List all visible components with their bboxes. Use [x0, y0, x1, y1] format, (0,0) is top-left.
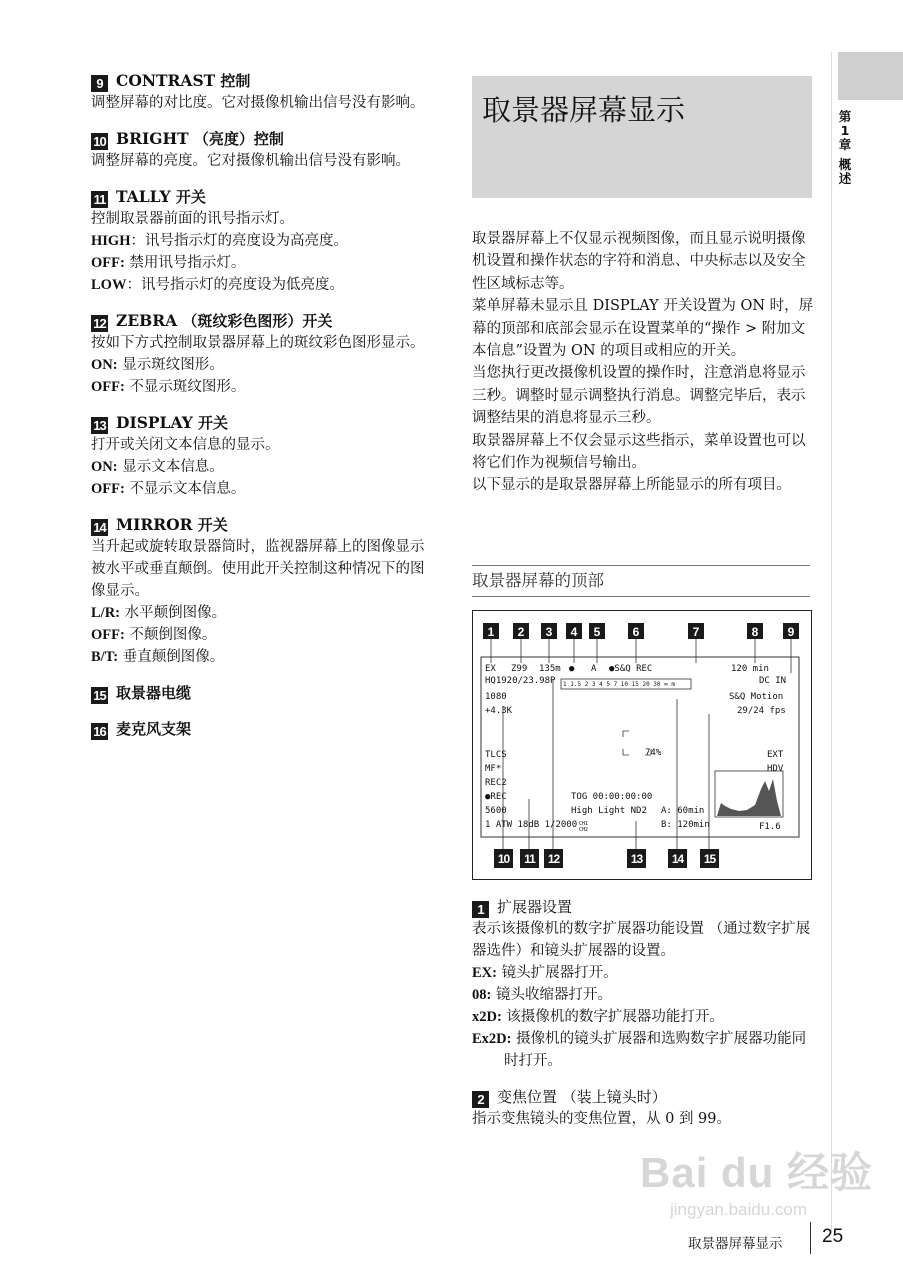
- section-line: [91, 456, 431, 478]
- svg-text:9: 9: [787, 625, 795, 639]
- iris-indicator: F1.6: [759, 822, 781, 832]
- text: 不颠倒图像。: [124, 627, 217, 643]
- intro-paragraph: 取景器屏幕上不仅会显示这些指示，菜单设置也可以将它们作为视频信号输出。: [472, 432, 806, 472]
- heading-cn: （亮度）控制: [188, 130, 284, 148]
- callout-top-1: [483, 623, 499, 639]
- intro-paragraph: 取景器屏幕上不仅显示视频图像，而且显示说明摄像机设置和操作状态的字符和消息、中央标志以及安全性区域标志等。: [472, 231, 806, 292]
- subsection-title: 取景器屏幕的顶部: [472, 571, 604, 590]
- mf-indicator: MF*: [485, 764, 502, 774]
- sq-motion: S&Q Motion: [729, 692, 784, 702]
- section-number: 13: [91, 417, 108, 434]
- watermark: [640, 1140, 880, 1230]
- section-heading: [91, 682, 431, 704]
- item-line: [472, 984, 816, 1006]
- item-line: [472, 918, 816, 962]
- rec-icon: ●: [569, 664, 575, 674]
- term: OFF:: [91, 379, 125, 395]
- timecode: TOG 00:00:00:00: [571, 792, 653, 802]
- section-heading: [91, 514, 431, 536]
- item-number: 1: [472, 901, 489, 918]
- section-15: [91, 682, 431, 704]
- svg-text:15: 15: [703, 852, 716, 866]
- zoom-indicator: Z99: [511, 664, 528, 674]
- tab-char: 章: [838, 137, 852, 152]
- section-line: [91, 434, 431, 456]
- text: 按如下方式控制取景器屏幕上的斑纹彩色图形显示。: [91, 335, 425, 351]
- section-10: [91, 128, 431, 172]
- tlcs-indicator: TLCS: [485, 750, 507, 760]
- section-line: [91, 478, 431, 500]
- section-line: [91, 602, 431, 624]
- text: 调整屏幕的对比度。它对摄像机输出信号没有影响。: [91, 95, 425, 111]
- bottom-callouts: [494, 849, 719, 868]
- item-title: 变焦位置 （装上镜头时）: [497, 1088, 667, 1106]
- callout-bottom-14: [668, 849, 687, 868]
- focus-scale: 1 1.5 2 3 4 5 7 10 15 20 30 ∞ m: [563, 681, 675, 688]
- text: 垂直颠倒图像。: [118, 649, 225, 665]
- item-title: 扩展器设置: [497, 898, 573, 916]
- section-number: 16: [91, 723, 108, 740]
- section-line: [91, 252, 431, 274]
- item-line: [472, 1108, 816, 1130]
- intro-text: [472, 228, 816, 497]
- audio-ch2: CH2: [579, 827, 589, 833]
- section-number: 9: [91, 75, 108, 92]
- item-number: 2: [472, 1091, 489, 1108]
- subsection-header: [472, 565, 810, 597]
- term: B/T:: [91, 649, 119, 665]
- heading-cn: 取景器电缆: [116, 684, 192, 702]
- section-line: [91, 536, 431, 602]
- heading-cn: 开关: [170, 188, 206, 206]
- callout-bottom-13: [627, 849, 646, 868]
- section-number: 12: [91, 315, 108, 332]
- footer-separator: [810, 1222, 811, 1254]
- callout-bottom-11: [520, 849, 539, 868]
- section-number: 14: [91, 519, 108, 536]
- text: 不显示文本信息。: [124, 481, 246, 497]
- text: 指示变焦镜头的变焦位置，从 0 到 99。: [472, 1111, 732, 1127]
- text: ：讯号指示灯的亮度设为低亮度。: [126, 277, 344, 293]
- term: HIGH: [91, 233, 131, 249]
- left-column: [91, 70, 431, 754]
- svg-text:6: 6: [632, 625, 640, 639]
- section-line: [91, 230, 431, 252]
- heading-en: ZEBRA: [116, 311, 178, 330]
- heading-en: DISPLAY: [116, 413, 193, 432]
- svg-text:4: 4: [570, 625, 578, 639]
- term: LOW: [91, 277, 127, 293]
- section-line: [91, 646, 431, 668]
- section-16: [91, 718, 431, 740]
- section-heading: [91, 412, 431, 434]
- dcin-indicator: DC IN: [759, 676, 787, 686]
- text: 镜头扩展器打开。: [496, 965, 618, 981]
- svg-text:7: 7: [692, 625, 700, 639]
- text: 控制取景器前面的讯号指示灯。: [91, 211, 294, 227]
- shutter-indicator: +4.3K: [485, 706, 513, 716]
- section-line: [91, 624, 431, 646]
- term: OFF:: [91, 255, 125, 271]
- section-line: [91, 150, 431, 172]
- intro-paragraph: 以下显示的是取景器屏幕上所能显示的所有项目。: [472, 477, 791, 494]
- section-11: [91, 186, 431, 296]
- section-9: [91, 70, 431, 114]
- text: 摄像机的镜头扩展器和选购数字扩展器功能同时打开。: [504, 1031, 807, 1069]
- text: 表示该摄像机的数字扩展器功能设置 （通过数字扩展器选件）和镜头扩展器的设置。: [472, 921, 811, 959]
- battery-indicator: 120 min: [731, 664, 769, 674]
- tab-char: 第: [838, 109, 852, 124]
- text: 显示文本信息。: [117, 459, 224, 475]
- media-a-time: A: 60min: [661, 806, 705, 816]
- term: L/R:: [91, 605, 120, 621]
- watermark-logo: Bai du 经验: [640, 1149, 874, 1196]
- heading-cn: 控制: [215, 72, 251, 90]
- svg-text:8: 8: [751, 625, 759, 639]
- callout-top-7: [688, 623, 704, 639]
- section-heading: [91, 718, 431, 740]
- heading-en: TALLY: [116, 187, 171, 206]
- item-heading: [472, 896, 816, 918]
- term: 08:: [472, 987, 492, 1003]
- heading-en: MIRROR: [116, 515, 193, 534]
- text: ：讯号指示灯的亮度设为高亮度。: [130, 233, 348, 249]
- ex-indicator: EX: [485, 664, 496, 674]
- viewfinder-svg: [473, 611, 811, 879]
- callout-top-9: [783, 623, 799, 639]
- page-title-box: [472, 76, 812, 198]
- callout-top-5: [589, 623, 605, 639]
- page-title: 取景器屏幕显示: [482, 93, 686, 127]
- svg-text:14: 14: [671, 852, 684, 866]
- callout-top-4: [566, 623, 582, 639]
- item-line: [472, 1028, 816, 1072]
- section-line: [91, 92, 431, 114]
- focus-indicator: 135m: [539, 664, 561, 674]
- svg-text:12: 12: [547, 852, 560, 866]
- heading-en: BRIGHT: [116, 129, 189, 148]
- term: EX:: [472, 965, 497, 981]
- intro-paragraph: 当您执行更改摄像机设置的操作时，注意消息将显示三秒。调整时显示调整执行消息。调整完毕后，表示调整结果的消息将显示三秒。: [472, 365, 806, 427]
- rec-status: ●REC: [485, 792, 507, 802]
- watermark-url: jingyan.baidu.com: [670, 1200, 808, 1219]
- heading-cn: 开关: [192, 414, 228, 432]
- callout-bottom-15: [700, 849, 719, 868]
- section-number: 15: [91, 687, 108, 704]
- item-heading: [472, 1086, 816, 1108]
- sq-rec-indicator: ●S&Q REC: [609, 664, 653, 674]
- svg-text:10: 10: [497, 852, 510, 866]
- section-number: 10: [91, 133, 108, 150]
- text: 打开或关闭文本信息的显示。: [91, 437, 280, 453]
- intro-paragraph: 菜单屏幕未显示且 DISPLAY 开关设置为 ON 时，屏幕的顶部和底部会显示在设置菜单的“操作 > 附加文本信息”设置为 ON 的项目或相应的开关。: [472, 298, 814, 360]
- text: 不显示斑纹图形。: [124, 379, 246, 395]
- callout-bottom-10: [494, 849, 513, 868]
- section-number: 11: [91, 191, 108, 208]
- section-line: [91, 376, 431, 398]
- heading-cn: 麦克风支架: [116, 720, 192, 738]
- item-2: [472, 1086, 816, 1130]
- text: 调整屏幕的亮度。它对摄像机输出信号没有影响。: [91, 153, 410, 169]
- term: ON:: [91, 357, 118, 373]
- frame-rate: 29/24 fps: [737, 706, 786, 716]
- white-balance: 5600: [485, 806, 507, 816]
- callout-top-8: [747, 623, 763, 639]
- svg-text:1: 1: [487, 625, 495, 639]
- media-b-time: B: 120min: [661, 820, 710, 830]
- callout-bottom-12: [544, 849, 563, 868]
- section-heading: [91, 128, 431, 150]
- item-line: [472, 1006, 816, 1028]
- chapter-tab-label: [835, 110, 855, 186]
- section-line: [91, 332, 431, 354]
- callout-top-3: [541, 623, 557, 639]
- highlight-nd: High Light ND2: [571, 806, 647, 816]
- hdv-indicator: HDV: [767, 764, 784, 774]
- text: 禁用讯号指示灯。: [124, 255, 246, 271]
- term: ON:: [91, 459, 118, 475]
- recording-format: HQ1920/23.98P: [485, 676, 556, 686]
- tab-char: 述: [838, 171, 852, 186]
- heading-en: CONTRAST: [116, 71, 216, 90]
- gain-shutter-row: 1 ATW 18dB 1/2000: [485, 820, 578, 830]
- svg-text:5: 5: [593, 625, 601, 639]
- side-rule: [831, 52, 832, 1232]
- histogram: [715, 771, 783, 817]
- page-number: 25: [822, 1226, 844, 1247]
- ext-indicator: EXT: [767, 750, 784, 760]
- callout-top-6: [628, 623, 644, 639]
- section-13: [91, 412, 431, 500]
- item-1: [472, 896, 816, 1072]
- section-12: [91, 310, 431, 398]
- section-line: [91, 274, 431, 296]
- term: x2D:: [472, 1009, 502, 1025]
- heading-cn: （斑纹彩色图形）开关: [177, 312, 333, 330]
- term: OFF:: [91, 481, 125, 497]
- section-heading: [91, 310, 431, 332]
- rec2-indicator: REC2: [485, 778, 507, 788]
- resolution: 1080: [485, 692, 507, 702]
- zebra-percent: 74%: [645, 748, 662, 758]
- svg-text:3: 3: [545, 625, 553, 639]
- top-callouts: [483, 623, 799, 639]
- heading-cn: 开关: [192, 516, 228, 534]
- text: 该摄像机的数字扩展器功能打开。: [501, 1009, 724, 1025]
- section-line: [91, 354, 431, 376]
- section-heading: [91, 70, 431, 92]
- section-line: [91, 208, 431, 230]
- section-heading: [91, 186, 431, 208]
- text: 当升起或旋转取景器筒时，监视器屏幕上的图像显示被水平或垂直颠倒。使用此开关控制这种情况下的图像显示。: [91, 539, 425, 599]
- right-lower-column: [472, 896, 816, 1144]
- text: 水平颠倒图像。: [120, 605, 227, 621]
- svg-text:11: 11: [524, 852, 535, 866]
- footer-title: 取景器屏幕显示: [688, 1236, 783, 1252]
- svg-text:2: 2: [517, 625, 525, 639]
- item-line: [472, 962, 816, 984]
- chapter-tab: [838, 52, 903, 100]
- text: 显示斑纹图形。: [117, 357, 224, 373]
- term: Ex2D:: [472, 1031, 512, 1047]
- callout-top-2: [513, 623, 529, 639]
- svg-text:13: 13: [630, 852, 643, 866]
- term: OFF:: [91, 627, 125, 643]
- section-14: [91, 514, 431, 668]
- slot-a-indicator: A: [591, 664, 597, 674]
- viewfinder-diagram: [472, 610, 812, 880]
- audio-ch1: CH1: [579, 821, 589, 827]
- text: 镜头收缩器打开。: [491, 987, 612, 1003]
- tab-char: 概: [838, 157, 852, 172]
- tab-char: 1: [840, 123, 850, 138]
